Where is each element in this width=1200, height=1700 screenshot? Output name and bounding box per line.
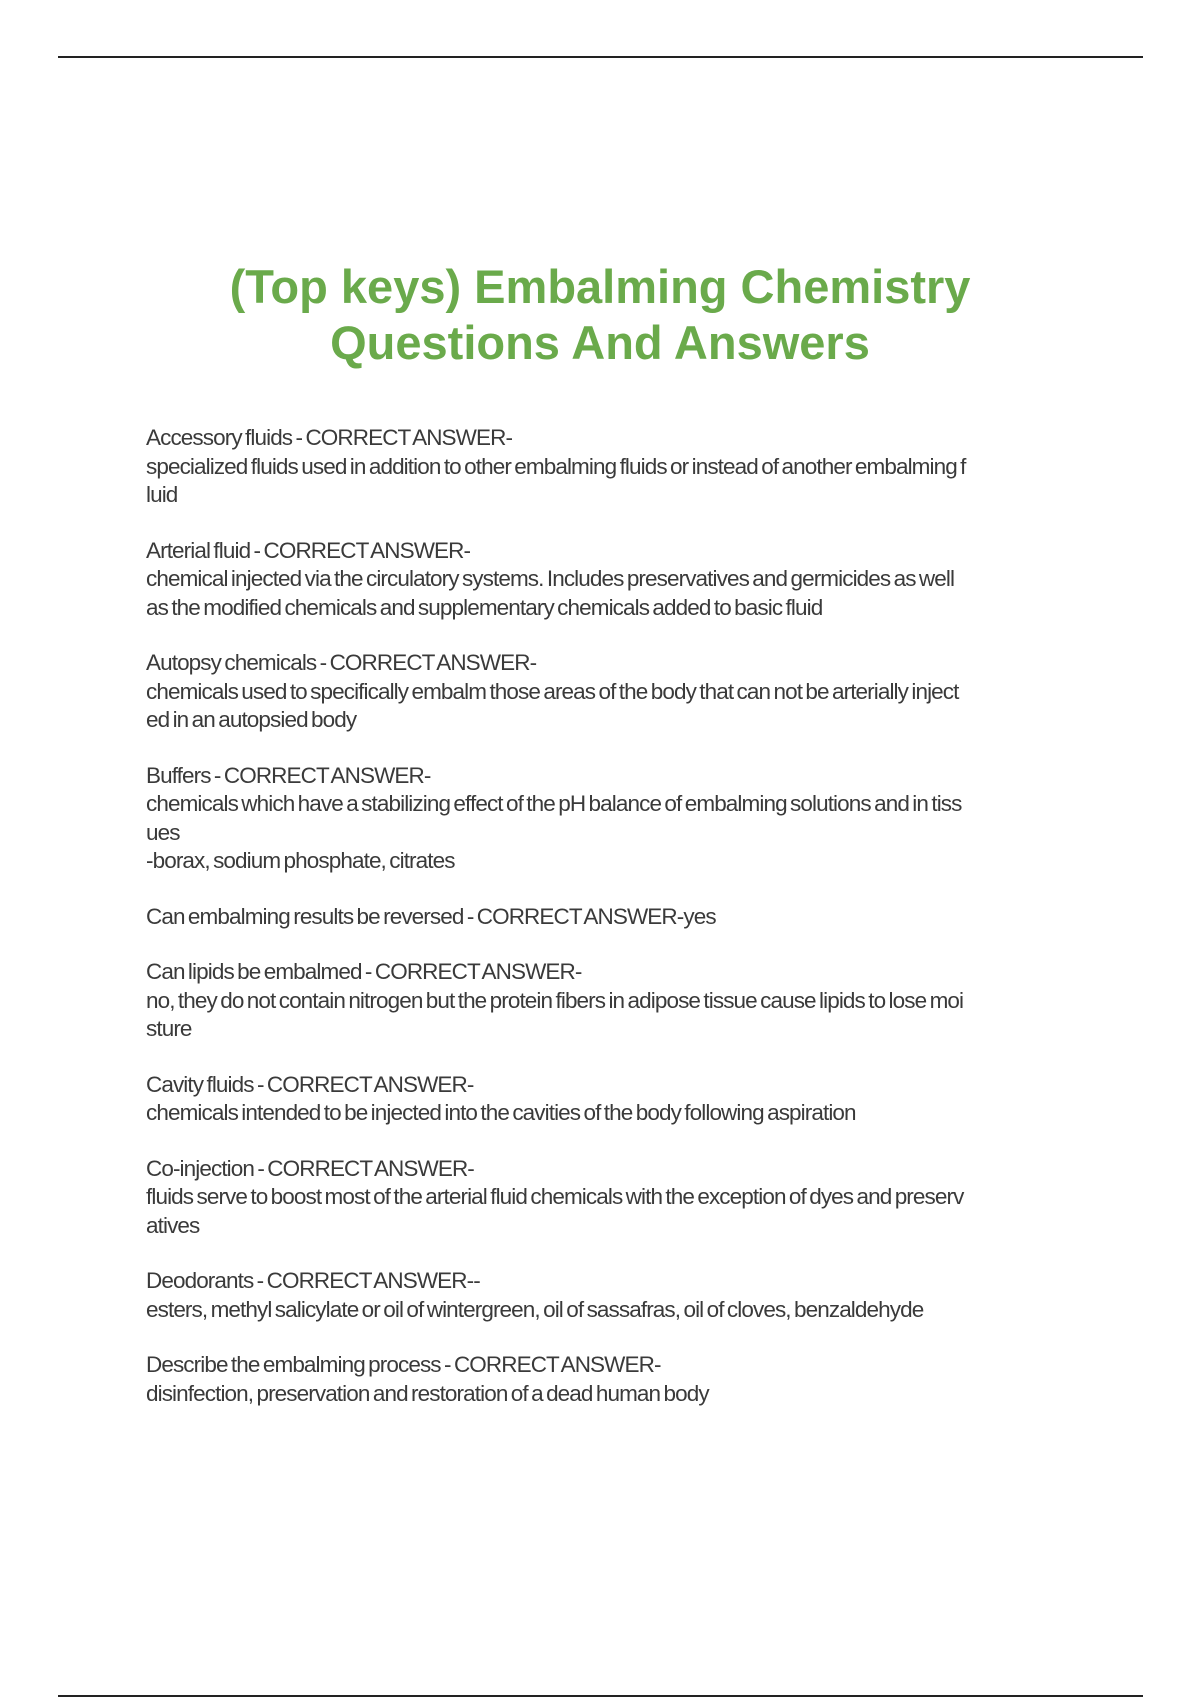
title-line-2: Questions And Answers xyxy=(330,316,870,370)
qa-question: Deodorants - CORRECT ANSWER-- xyxy=(146,1268,480,1293)
qa-answer-line: ed in an autopsied body xyxy=(146,707,357,732)
qa-answer-line: atives xyxy=(146,1212,200,1238)
title-line-1: (Top keys) Embalming Chemistry xyxy=(229,260,971,314)
qa-question: Can lipids be embalmed - CORRECT ANSWER- xyxy=(146,959,582,984)
qa-question: Arterial fluid - CORRECT ANSWER- xyxy=(146,537,471,563)
qa-question: Accessory fluids - CORRECT ANSWER- xyxy=(146,425,513,450)
qa-answer-line: fluids serve to boost most of the arterial fluid chemicals with the exception of dyes and preserv xyxy=(146,1184,964,1209)
qa-answer-line: ues xyxy=(146,819,180,845)
qa-entry-co-injection xyxy=(146,1155,1086,1241)
qa-entry-buffers xyxy=(146,762,1086,876)
qa-question: Co-injection - CORRECT ANSWER- xyxy=(146,1155,474,1181)
qa-entry-arterial-fluid xyxy=(146,537,1086,623)
qa-answer-line: chemicals used to specifically embalm those areas of the body that can not be arterially inject xyxy=(146,678,959,704)
qa-answer-line: luid xyxy=(146,482,178,507)
qa-list xyxy=(146,424,1086,1435)
qa-answer-line: disinfection, preservation and restoration of a dead human body xyxy=(146,1380,709,1406)
qa-entry-deodorants xyxy=(146,1267,1086,1324)
qa-answer-line: sture xyxy=(146,1016,192,1041)
qa-question: Describe the embalming process - CORRECT ANSWER- xyxy=(146,1352,661,1377)
qa-entry-accessory-fluids xyxy=(146,424,1086,510)
qa-answer-line: chemical injected via the circulatory systems. Includes preservatives and germicides as well xyxy=(146,566,955,591)
document-title xyxy=(100,259,1100,371)
qa-entry-autopsy-chemicals xyxy=(146,649,1086,735)
qa-entry-cavity-fluids xyxy=(146,1071,1086,1128)
header-rule xyxy=(58,56,1143,58)
qa-answer-line: no, they do not contain nitrogen but the protein fibers in adipose tissue cause lipids to lose moi xyxy=(146,987,964,1013)
qa-answer-line: as the modified chemicals and supplementary chemicals added to basic fluid xyxy=(146,594,823,620)
qa-answer-line: chemicals which have a stabilizing effect of the pH balance of embalming solutions and in tiss xyxy=(146,791,962,816)
qa-answer-line: chemicals intended to be injected into the cavities of the body following aspiration xyxy=(146,1100,856,1125)
qa-entry-embalming-process xyxy=(146,1351,1086,1408)
qa-answer-line: esters, methyl salicylate or oil of wintergreen, oil of sassafras, oil of cloves, benzaldehyde xyxy=(146,1296,924,1322)
qa-question: Buffers - CORRECT ANSWER- xyxy=(146,762,431,788)
footer-rule xyxy=(58,1695,1143,1697)
qa-question: Cavity fluids - CORRECT ANSWER- xyxy=(146,1071,474,1097)
qa-entry-reversed xyxy=(146,903,1086,932)
qa-entry-lipids xyxy=(146,958,1086,1044)
qa-question: Autopsy chemicals - CORRECT ANSWER- xyxy=(146,650,537,675)
qa-answer-line: specialized fluids used in addition to other embalming fluids or instead of another embalming f xyxy=(146,453,966,479)
qa-answer-line: -borax, sodium phosphate, citrates xyxy=(146,848,455,873)
qa-question: Can embalming results be reversed - CORRECT ANSWER-yes xyxy=(146,903,716,929)
